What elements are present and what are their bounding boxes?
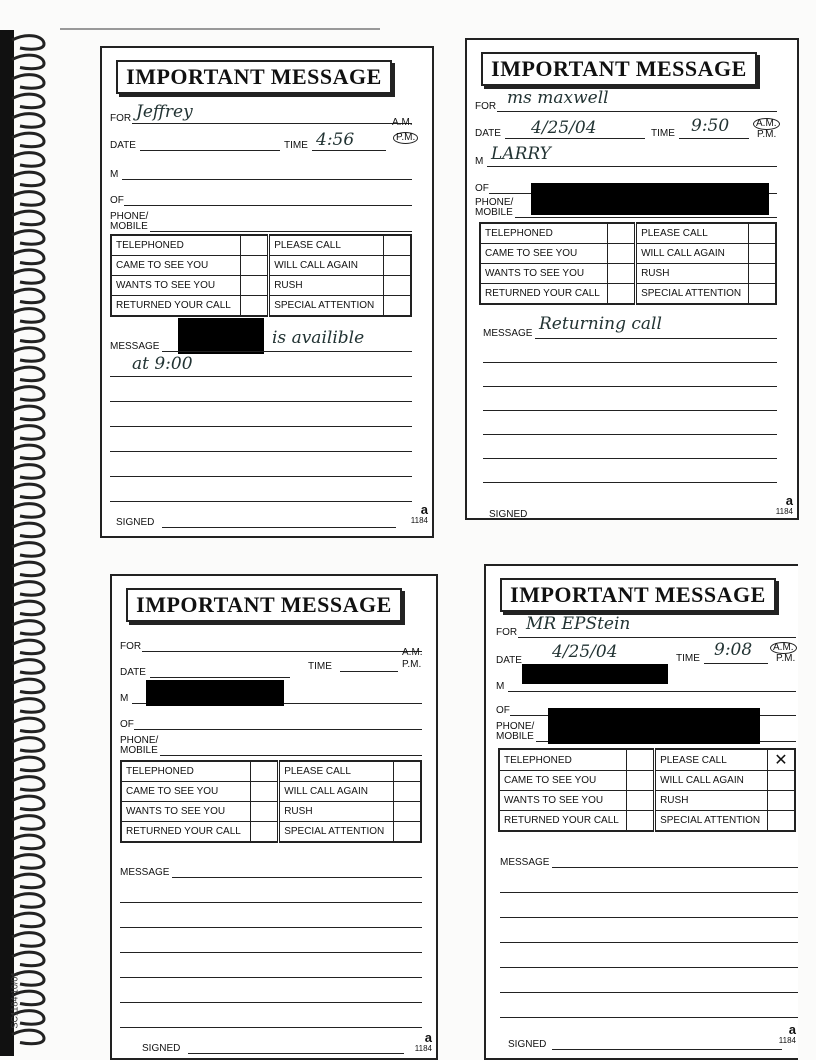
spiral-coil [12, 952, 44, 966]
grid-box [627, 791, 655, 811]
message-label: MESSAGE [500, 857, 550, 868]
form-logo: a 1184 [775, 493, 793, 516]
message-label: MESSAGE [120, 867, 170, 878]
grid-left-0: TELEPHONED [121, 761, 251, 782]
mobile-label: MOBILE [120, 745, 158, 756]
grid-box [749, 244, 777, 264]
message-line [535, 338, 777, 339]
grid-right-2: RUSH [636, 264, 749, 284]
grid-box [251, 802, 279, 822]
pm-label: P.M. [393, 132, 418, 144]
signed-label: SIGNED [489, 509, 528, 520]
spiral-coil [12, 465, 44, 479]
spiral-coil [12, 621, 44, 635]
of-label: OF [110, 195, 124, 206]
spiral-coil [12, 55, 44, 69]
grid-left-0: TELEPHONED [480, 223, 608, 244]
spiral-coil [12, 796, 44, 810]
grid-right-1: WILL CALL AGAIN [279, 782, 394, 802]
am-label: A.M. [392, 117, 413, 128]
form-number: 1184 [778, 1036, 796, 1045]
grid-left-2: WANTS TO SEE YOU [480, 264, 608, 284]
spiral-coil [12, 211, 44, 225]
grid-box [241, 235, 269, 256]
spiral-coil [12, 348, 44, 362]
form-logo: a 1184 [778, 1022, 796, 1045]
spiral-coil [12, 894, 44, 908]
spiral-coil [12, 445, 44, 459]
message-handwriting-2: at 9:00 [132, 354, 193, 374]
m-handwriting: LARRY [491, 144, 551, 164]
spiral-coil [12, 387, 44, 401]
grid-box [749, 284, 777, 305]
grid-left-3: RETURNED YOUR CALL [499, 811, 627, 832]
message-slip-1 [100, 46, 434, 538]
spiral-coil [12, 582, 44, 596]
for-line [518, 637, 796, 638]
spiral-coil [12, 660, 44, 674]
signed-label: SIGNED [142, 1043, 181, 1054]
slip-title: IMPORTANT MESSAGE [116, 60, 392, 94]
spiral-coil [12, 640, 44, 654]
grid-right-3: SPECIAL ATTENTION [636, 284, 749, 305]
message-line [483, 458, 777, 459]
time-label: TIME [676, 653, 700, 664]
m-line [487, 166, 777, 167]
message-slip-2 [465, 38, 799, 520]
grid-box [627, 771, 655, 791]
message-line [483, 410, 777, 411]
grid-box [394, 761, 422, 782]
pm-label: P.M. [402, 659, 422, 670]
m-label: M [120, 693, 129, 704]
for-label: FOR [475, 101, 497, 112]
phone-label: PHONE/ [496, 721, 535, 732]
grid-box [608, 284, 636, 305]
spiral-coil [12, 153, 44, 167]
redaction-bar [522, 664, 668, 684]
time-label: TIME [651, 128, 675, 139]
grid-left-3: RETURNED YOUR CALL [111, 296, 241, 317]
pm-label: P.M. [776, 653, 796, 664]
grid-right-0: PLEASE CALL [269, 235, 384, 256]
spiral-coil [12, 913, 44, 927]
grid-right-2: RUSH [269, 276, 384, 296]
time-line [340, 671, 398, 672]
message-line [500, 1017, 798, 1018]
spiral-coil [12, 250, 44, 264]
spiral-binding [0, 30, 70, 1056]
phone-line [160, 755, 422, 756]
grid-box [627, 749, 655, 771]
spiral-coil [12, 426, 44, 440]
message-line [552, 867, 798, 868]
for-handwriting: Jeffrey [136, 102, 193, 122]
spiral-coil [12, 835, 44, 849]
grid-box [241, 256, 269, 276]
grid-right-1: WILL CALL AGAIN [655, 771, 768, 791]
slip-title: IMPORTANT MESSAGE [500, 578, 776, 612]
message-slip-3 [110, 574, 438, 1060]
date-handwriting: 4/25/04 [531, 118, 597, 138]
spiral-coil [12, 933, 44, 947]
mobile-label: MOBILE [496, 731, 534, 742]
spiral-coil [12, 367, 44, 381]
message-line [110, 426, 412, 427]
time-handwriting: 4:56 [316, 130, 355, 150]
time-handwriting: 9:08 [714, 640, 753, 660]
redaction-bar [548, 708, 760, 744]
message-line [120, 1002, 422, 1003]
grid-left-3: RETURNED YOUR CALL [121, 822, 251, 843]
slip-title: IMPORTANT MESSAGE [481, 52, 757, 86]
signed-line [188, 1053, 404, 1054]
for-label: FOR [496, 627, 518, 638]
pm-label: P.M. [757, 129, 777, 140]
message-line [483, 434, 777, 435]
spiral-coil [12, 874, 44, 888]
spiral-coil [12, 562, 44, 576]
message-line [120, 952, 422, 953]
message-line [110, 501, 412, 502]
date-line [505, 138, 645, 139]
grid-box [749, 223, 777, 244]
of-line [124, 205, 412, 206]
message-line [500, 892, 798, 893]
signed-label: SIGNED [508, 1039, 547, 1050]
grid-box [384, 256, 412, 276]
message-label: MESSAGE [110, 341, 160, 352]
grid-box [608, 244, 636, 264]
mobile-label: MOBILE [110, 221, 148, 232]
message-line [120, 902, 422, 903]
spiral-coil [12, 114, 44, 128]
date-label: DATE [475, 128, 501, 139]
phone-label: PHONE/ [110, 211, 149, 222]
grid-left-3: RETURNED YOUR CALL [480, 284, 608, 305]
message-handwriting: Returning call [539, 314, 662, 334]
grid-left-1: CAME TO SEE YOU [121, 782, 251, 802]
spiral-coil [12, 543, 44, 557]
grid-box [384, 276, 412, 296]
grid-right-1: WILL CALL AGAIN [636, 244, 749, 264]
spiral-coil [12, 270, 44, 284]
grid-right-2: RUSH [655, 791, 768, 811]
message-handwriting: is availible [272, 328, 365, 348]
signed-line [552, 1049, 782, 1050]
spiral-coil [12, 309, 44, 323]
time-label: TIME [284, 140, 308, 151]
grid-left-1: CAME TO SEE YOU [111, 256, 241, 276]
form-number: 1184 [775, 507, 793, 516]
date-label: DATE [496, 655, 522, 666]
grid-right-3: SPECIAL ATTENTION [279, 822, 394, 843]
spiral-coil [12, 1030, 44, 1044]
redaction-bar [531, 183, 769, 215]
grid-right-0: PLEASE CALL [655, 749, 768, 771]
date-line [140, 150, 280, 151]
message-slip-4 [484, 564, 798, 1060]
time-label: TIME [308, 661, 332, 672]
signed-label: SIGNED [116, 517, 155, 528]
spiral-coil [12, 75, 44, 89]
spiral-coil [12, 504, 44, 518]
of-label: OF [496, 705, 510, 716]
message-line [500, 942, 798, 943]
grid-box [384, 235, 412, 256]
spiral-coil [12, 94, 44, 108]
for-line [142, 651, 422, 652]
time-line [704, 663, 768, 664]
am-label: A.M. [753, 118, 780, 130]
phone-line [515, 217, 777, 218]
grid-left-2: WANTS TO SEE YOU [499, 791, 627, 811]
for-label: FOR [120, 641, 142, 652]
am-label: A.M. [770, 642, 797, 654]
grid-right-2: RUSH [279, 802, 394, 822]
message-line [500, 917, 798, 918]
for-handwriting: MR EPStein [526, 614, 631, 634]
message-label: MESSAGE [483, 328, 533, 339]
spiral-coil [12, 601, 44, 615]
spine-code: SC1184 10/01 [9, 971, 20, 1029]
phone-label: PHONE/ [120, 735, 159, 746]
status-grid [479, 222, 777, 305]
date-handwriting: 4/25/04 [552, 642, 618, 662]
spiral-coil [12, 718, 44, 732]
spiral-coil [12, 289, 44, 303]
grid-left-2: WANTS TO SEE YOU [121, 802, 251, 822]
message-line [162, 351, 412, 352]
grid-right-3: SPECIAL ATTENTION [655, 811, 768, 832]
grid-box [608, 223, 636, 244]
grid-right-0: PLEASE CALL [636, 223, 749, 244]
grid-box [749, 264, 777, 284]
phone-line [150, 231, 412, 232]
spiral-coil [12, 484, 44, 498]
message-line [172, 877, 422, 878]
grid-box [251, 761, 279, 782]
spiral-coil [12, 328, 44, 342]
grid-box [608, 264, 636, 284]
grid-box [251, 782, 279, 802]
grid-box [768, 791, 796, 811]
grid-right-3: SPECIAL ATTENTION [269, 296, 384, 317]
m-label: M [475, 156, 484, 167]
date-label: DATE [120, 667, 146, 678]
spiral-coil [12, 406, 44, 420]
message-line [110, 451, 412, 452]
grid-box [394, 782, 422, 802]
message-line [110, 401, 412, 402]
grid-left-2: WANTS TO SEE YOU [111, 276, 241, 296]
grid-box [394, 822, 422, 843]
spiral-coil [12, 777, 44, 791]
time-handwriting: 9:50 [691, 116, 730, 136]
redaction-bar [178, 318, 264, 354]
phone-label: PHONE/ [475, 197, 514, 208]
grid-box [241, 296, 269, 317]
of-line [134, 729, 422, 730]
message-line [120, 1027, 422, 1028]
spiral-coil [12, 192, 44, 206]
time-line [312, 150, 386, 151]
spiral-coil [12, 133, 44, 147]
form-number: 1184 [410, 516, 428, 525]
grid-left-1: CAME TO SEE YOU [499, 771, 627, 791]
grid-box [394, 802, 422, 822]
grid-box [384, 296, 412, 317]
spiral-coil [12, 757, 44, 771]
form-logo: a 1184 [410, 502, 428, 525]
time-line [679, 138, 749, 139]
spiral-coil [12, 855, 44, 869]
grid-left-0: TELEPHONED [111, 235, 241, 256]
message-line [500, 992, 798, 993]
m-line [122, 179, 412, 180]
date-label: DATE [110, 140, 136, 151]
message-line [110, 476, 412, 477]
of-label: OF [475, 183, 489, 194]
signed-line [162, 527, 396, 528]
message-line [500, 967, 798, 968]
m-label: M [110, 169, 119, 180]
message-line [120, 927, 422, 928]
spiral-coil [12, 679, 44, 693]
am-label: A.M. [402, 647, 423, 658]
grid-box [768, 811, 796, 832]
signed-line [533, 519, 765, 520]
for-label: FOR [110, 113, 132, 124]
mobile-label: MOBILE [475, 207, 513, 218]
status-grid [120, 760, 422, 843]
spiral-coil [12, 231, 44, 245]
status-grid [110, 234, 412, 317]
spiral-coil [12, 523, 44, 537]
grid-left-1: CAME TO SEE YOU [480, 244, 608, 264]
for-line [132, 123, 412, 124]
spiral-coil [12, 699, 44, 713]
form-logo: a 1184 [414, 1030, 432, 1053]
slip-title: IMPORTANT MESSAGE [126, 588, 402, 622]
grid-box [241, 276, 269, 296]
spiral-coil [12, 36, 44, 50]
form-number: 1184 [414, 1044, 432, 1053]
grid-left-0: TELEPHONED [499, 749, 627, 771]
spiral-coil [12, 172, 44, 186]
page-edge-line [60, 28, 380, 30]
grid-box [627, 811, 655, 832]
for-handwriting: ms maxwell [507, 88, 609, 108]
message-line [483, 362, 777, 363]
for-line [497, 111, 777, 112]
grid-box [768, 771, 796, 791]
message-line [483, 482, 777, 483]
status-grid [498, 748, 796, 832]
redaction-bar [146, 680, 284, 706]
grid-right-0: PLEASE CALL [279, 761, 394, 782]
message-line [120, 977, 422, 978]
spiral-coil [12, 738, 44, 752]
of-label: OF [120, 719, 134, 730]
grid-right-1: WILL CALL AGAIN [269, 256, 384, 276]
m-label: M [496, 681, 505, 692]
message-line [483, 386, 777, 387]
grid-box [251, 822, 279, 843]
spiral-coil [12, 816, 44, 830]
please-call-check: ✕ [768, 749, 796, 771]
date-line [150, 677, 290, 678]
m-line [508, 691, 796, 692]
message-line [110, 376, 412, 377]
